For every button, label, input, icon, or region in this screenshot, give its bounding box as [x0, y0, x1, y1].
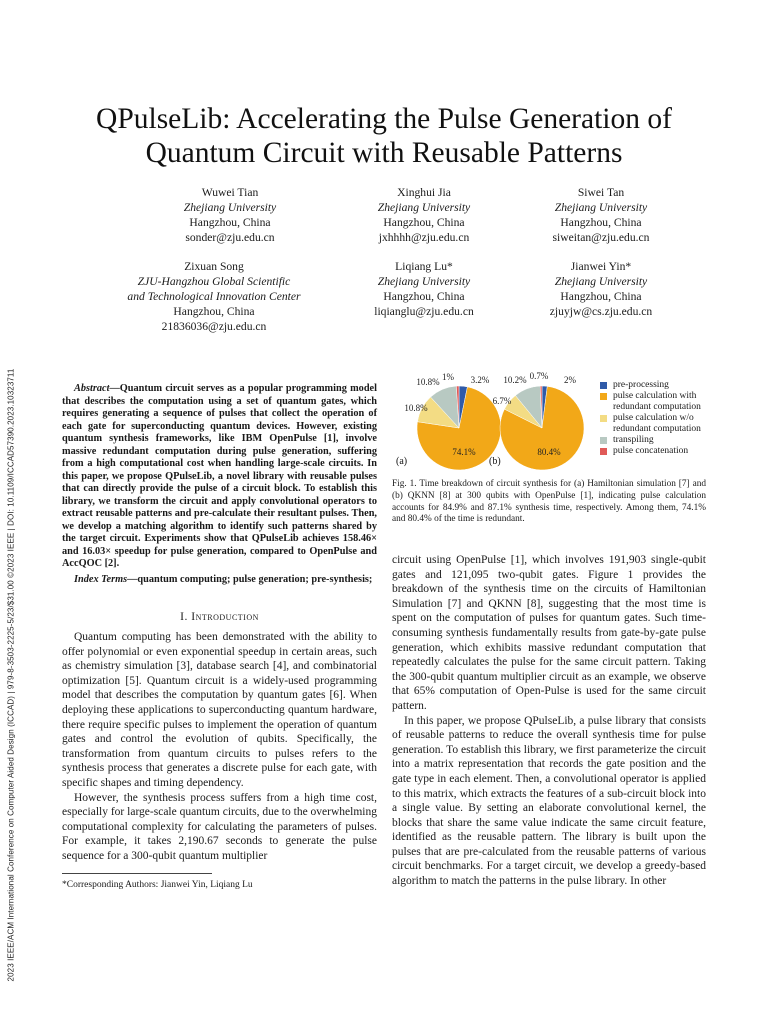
slice-label: 2%	[564, 375, 576, 385]
slice-label: 0.7%	[529, 371, 549, 381]
legend-label: transpiling	[613, 435, 654, 445]
slice-label: 1%	[442, 372, 454, 382]
slice-label: 6.7%	[492, 396, 512, 406]
author-affiliation: ZJU-Hangzhou Global Scientific	[137, 275, 291, 288]
section-heading: I. Introduction	[180, 610, 259, 623]
index-terms-lead: Index Terms	[74, 574, 128, 585]
index-terms-text: —quantum computing; pulse generation; pre-synthesis;	[127, 574, 373, 585]
legend-item	[600, 435, 701, 446]
author-city: Hangzhou, China	[173, 305, 255, 318]
author-email[interactable]: zjuyjw@cs.zju.edu.cn	[549, 305, 653, 318]
author-name: Jianwei Yin*	[570, 260, 632, 273]
intro-paragraph: circuit using OpenPulse [1], which involves 191,903 single-qubit gates and 121,095 two-qubit gates. Figure 1 provides the breakdown of the synthesis time on the circuits of Hamiltonian Simulation [7] and QKNN [8], suggesting that the most time is spent on the computation of pulses for quantum gates. Such time-consuming synthesis fundamentally results from gate-by-gate pulse generation, which exhibits massive redundant computation that repeatedly calculates the pulse for the same circuit pattern. Taking the 300-qubit quantum multiplier circuit as an example, we observe that 65% computation of Open-Pulse is used for the same circuit pattern.	[392, 554, 706, 712]
legend-label: pulse calculation with	[613, 391, 697, 401]
author-email[interactable]: siweitan@zju.edu.cn	[552, 231, 650, 244]
slice-label: 74.1%	[452, 447, 476, 457]
legend-swatch	[600, 437, 607, 444]
intro-paragraph: Quantum computing has been demonstrated with the ability to offer polynomial or even exponential speedup in certain areas, such as chemistry simulation [3], database search [4], and combinatorial optimization [5]. Quantum circuit is a widely-used programming model that describes the computation by quantum gates [6]. When deploying these applications to superconducting quantum hardware, there require specific pulses to implement the operation of quantum gates and control the evolution of qubits. Specifically, the transformation from quantum circuits to pulses refers to the synthesis process that generates a discrete pulse for each gate, with specific shapes and timing dependency.	[62, 631, 377, 789]
author-email[interactable]: jxhhhh@zju.edu.cn	[378, 231, 470, 244]
paper-title	[0, 102, 768, 170]
author-affiliation: Zhejiang University	[377, 275, 471, 288]
legend-item	[600, 380, 701, 391]
author-email[interactable]: sonder@zju.edu.cn	[185, 231, 275, 244]
author-city: Hangzhou, China	[383, 216, 465, 229]
title-line-1: QPulseLib: Accelerating the Pulse Generation of	[96, 103, 672, 135]
slice-label: 80.4%	[537, 447, 561, 457]
author-name: Wuwei Tian	[201, 186, 259, 199]
slice-label: 10.8%	[404, 403, 428, 413]
author-city: Hangzhou, China	[560, 290, 642, 303]
author-city: Hangzhou, China	[560, 216, 642, 229]
author-affiliation: Zhejiang University	[183, 201, 277, 214]
pie-charts	[392, 368, 607, 473]
slice-label: 10.8%	[416, 377, 440, 387]
author-name: Liqiang Lu*	[395, 260, 453, 273]
abstract-text: —Quantum circuit serves as a popular programming model that describes the computation using a set of quantum gates, which requires generating a sequence of pulses that collect the operation of each gate for superconducting quantum devices. However, existing quantum synthesis frameworks, like IBM OpenPulse [1], involve massive redundant computation during pulse generation, suffering from a high computational cost when handling large-scale circuits. In this paper, we propose QPulseLib, a novel library with reusable pulses that can directly provide the pulse of a circuit block. To establish this library, we transform the circuit and apply convolutional operators to extract reusable patterns and pre-calculate their resultant pulses. Then, we develop a matching algorithm to identify such patterns shared by the target circuit. Experiments show that QPulseLib achieves 158.46× and 16.03× speedup for pulse generation, compared to OpenPulse and AccQOC [2].	[62, 383, 377, 569]
author-email[interactable]: 21836036@zju.edu.cn	[161, 320, 267, 333]
author-affiliation: Zhejiang University	[554, 201, 648, 214]
intro-left-column	[62, 630, 377, 864]
intro-paragraph: In this paper, we propose QPulseLib, a pulse library that consists of reusable patterns to reduce the overall synthesis time for pulse generation. To establish this library, we first parameterize the circuit into a matrix representation that records the gate position and the gate type in each element. Then, a convolutional operator is applied to this matrix, which extracts the features of a sub-circuit block into a single value. By setting an elaborate convolutional kernel, the blocks that share the same value indicate the same circuit feature, identified as the reusable pattern. The library is built upon the pulses that are pre-calculated from the reusable patterns of various circuit benchmarks. For a target circuit, we develop a greedy-based algorithm to match the patterns in the pulse library. In other	[392, 714, 706, 888]
legend-label: pulse concatenation	[613, 446, 689, 456]
abstract-lead: Abstract	[74, 383, 110, 394]
author-name: Xinghui Jia	[397, 186, 451, 199]
index-terms	[62, 574, 377, 587]
chart-legend	[600, 380, 701, 457]
title-line-2: Quantum Circuit with Reusable Patterns	[145, 137, 623, 169]
footnote: *Corresponding Authors: Jianwei Yin, Liqiang Lu	[62, 880, 253, 890]
author-name: Zixuan Song	[184, 260, 244, 273]
author-block	[471, 185, 731, 245]
author-affiliation-line-2: and Technological Innovation Center	[127, 290, 301, 303]
abstract	[62, 383, 377, 571]
panel-label: (b)	[489, 456, 501, 467]
legend-label: pre-processing	[613, 380, 669, 390]
legend-item	[600, 413, 701, 435]
panel-label: (a)	[396, 456, 408, 467]
legend-label-line-2: redundant computation	[613, 402, 701, 412]
legend-swatch	[600, 382, 607, 389]
author-block	[471, 259, 731, 319]
slice-label: 10.2%	[503, 375, 527, 385]
legend-label-line-2: redundant computation	[613, 424, 701, 434]
legend-label: pulse calculation w/o	[613, 413, 694, 423]
figure-caption: Fig. 1. Time breakdown of circuit synthesis for (a) Hamiltonian simulation [7] and (b) QKNN [8] at 300 qubits with OpenPulse [1], indicating pulse calculation accounts for 84.9% and 87.1% synthesis time, respectively. Among them, 74.1% and 80.4% of the time is redundant.	[392, 479, 706, 525]
author-email[interactable]: liqianglu@zju.edu.cn	[374, 305, 474, 318]
footnote-rule	[62, 873, 212, 874]
author-name: Siwei Tan	[577, 186, 625, 199]
legend-swatch	[600, 415, 607, 422]
legend-item	[600, 391, 701, 413]
legend-swatch	[600, 393, 607, 400]
abstract-paragraph	[62, 383, 377, 571]
legend-swatch	[600, 448, 607, 455]
index-terms-paragraph	[62, 574, 377, 587]
author-affiliation: Zhejiang University	[554, 275, 648, 288]
intro-paragraph: However, the synthesis process suffers from a high time cost, especially for large-scale quantum circuits, due to the overwhelming computational complexity for calculating the parameters of pulses. For example, it takes 2,190.67 seconds to generate the pulse sequence for a 300-qubit quantum multiplier	[62, 791, 377, 862]
intro-right-column	[392, 553, 706, 889]
author-affiliation: Zhejiang University	[377, 201, 471, 214]
author-city: Hangzhou, China	[189, 216, 271, 229]
legend-item	[600, 446, 701, 457]
copyright-text: 2023 IEEE/ACM International Conference on Computer Aided Design (ICCAD) | 979-8-3503-2225-5/23/$31.00 ©2023 IEEE | DOI: 10.1109/ICCAD57390.2023.10323711	[6, 368, 16, 982]
slice-label: 3.2%	[470, 375, 490, 385]
author-city: Hangzhou, China	[383, 290, 465, 303]
